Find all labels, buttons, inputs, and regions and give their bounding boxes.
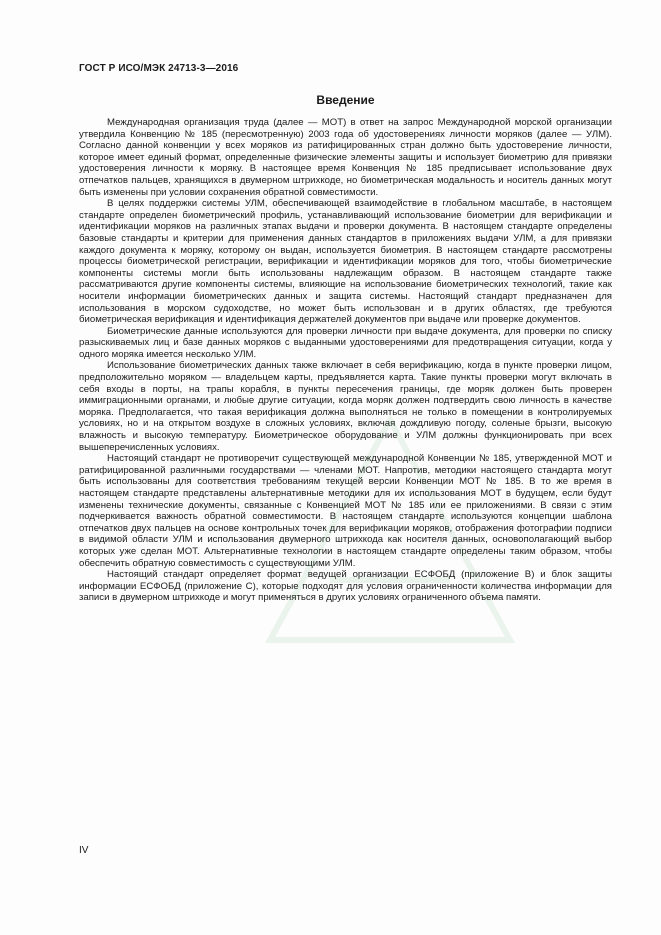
paragraph: Настоящий стандарт определяет формат ведущей организации ЕСФОБД (приложение В) и блок защиты информации ЕСФОБД (приложение С), которые подходят для условия ограниченности количества информации для записи в двумерном штрихкоде и могут применяться в других условиях ограниченного объема памяти. [79, 569, 612, 604]
document-header: ГОСТ Р ИСО/МЭК 24713-3—2016 [79, 63, 239, 74]
paragraph: Биометрические данные используются для проверки личности при выдаче документа, для проверки по списку разыскиваемых лиц и базе данных моряков с выданными удостоверениями для предотвращения ситуации, когда у одного моряка имеется несколько УЛМ. [79, 325, 612, 360]
paragraph: Использование биометрических данных также включает в себя верификацию, когда в пункте проверки лицом, предположительно моряком — владельцем карты, предъявляется карта. Такие пункты проверки могут включать в себя входы в порты, на трапы корабля, в пункты пересечения границы, где моряк должен быть проверен иммиграционными органами, и любые другие ситуации, когда моряк должен подтвердить свою личность в качестве моряка. Предполагается, что такая верификация должна выполняться не только в помещении в контролируемых условиях, но и на открытом воздухе в сложных условиях, включая дождливую погоду, соленые брызги, высокую влажность и высокую температуру. Биометрическое оборудование и УЛМ должны функционировать при всех вышеперечисленных условиях. [79, 360, 612, 453]
paragraph: Настоящий стандарт не противоречит существующей международной Конвенции № 185, утвержденной МОТ и ратифицированной различными государствами — членами МОТ. Напротив, методики настоящего стандарта могут быть использованы для соответствия требованиям текущей версии Конвенции МОТ № 185. В то же время в настоящем стандарте представлены альтернативные методики для их использования МОТ в будущем, если будут изменены технические документы, связанные с Конвенцией МОТ № 185 или ее приложениями. В связи с этим подчеркивается важность обратной совместимости. В настоящем стандарте используются концепции шаблона отпечатков двух пальцев на основе контрольных точек для верификации моряков, отображения фотографии подписи в видимой области УЛМ и использования двумерного штрихкода как носителя данных, основополагающий выбор которых уже сделан МОТ. Альтернативные технологии в настоящем стандарте определены таким образом, чтобы обеспечить обратную совместимость с существующими УЛМ. [79, 453, 612, 569]
body-text [79, 117, 612, 604]
section-title: Введение [316, 93, 375, 107]
page-number: IV [79, 845, 89, 856]
paragraph: Международная организация труда (далее — МОТ) в ответ на запрос Международной морской организации утвердила Конвенцию № 185 (пересмотренную) 2003 года об удостоверениях личности моряков (далее — УЛМ). Согласно данной конвенции у всех моряков из ратифицированных стран должно быть удостоверение личности, которое имеет единый формат, определенные физические элементы защиты и использует биометрию для привязки удостоверения личности к моряку. В настоящее время Конвенция № 185 предписывает использование двух отпечатков пальцев, хранящихся в двумерном штрихкоде, но биометрическая модальность и носитель данных могут быть изменены при условии сохранения обратной совместимости. [79, 117, 612, 198]
paragraph: В целях поддержки системы УЛМ, обеспечивающей взаимодействие в глобальном масштабе, в настоящем стандарте определен биометрический профиль, устанавливающий использование биометрии для верификации и идентификации моряков на различных этапах выдачи и проверки документа. В настоящем стандарте определены базовые стандарты и критерии для применения данных стандартов в приложениях выдачи УЛМ, а для привязки каждого документа к моряку, которому он выдан, используется биометрия. В настоящем стандарте рассмотрены процессы биометрической регистрации, верификации и идентификации моряков для того, чтобы биометрические компоненты системы могли быть использованы надлежащим образом. В настоящем стандарте также рассматриваются другие компоненты системы, влияющие на использование биометрических технологий, такие как носители информации биометрических данных и защита системы. Настоящий стандарт предназначен для использования в морском судоходстве, но может быть использован и в других областях, где требуются биометрическая верификация и идентификация держателей документов при выдаче или проверке документов. [79, 198, 612, 326]
